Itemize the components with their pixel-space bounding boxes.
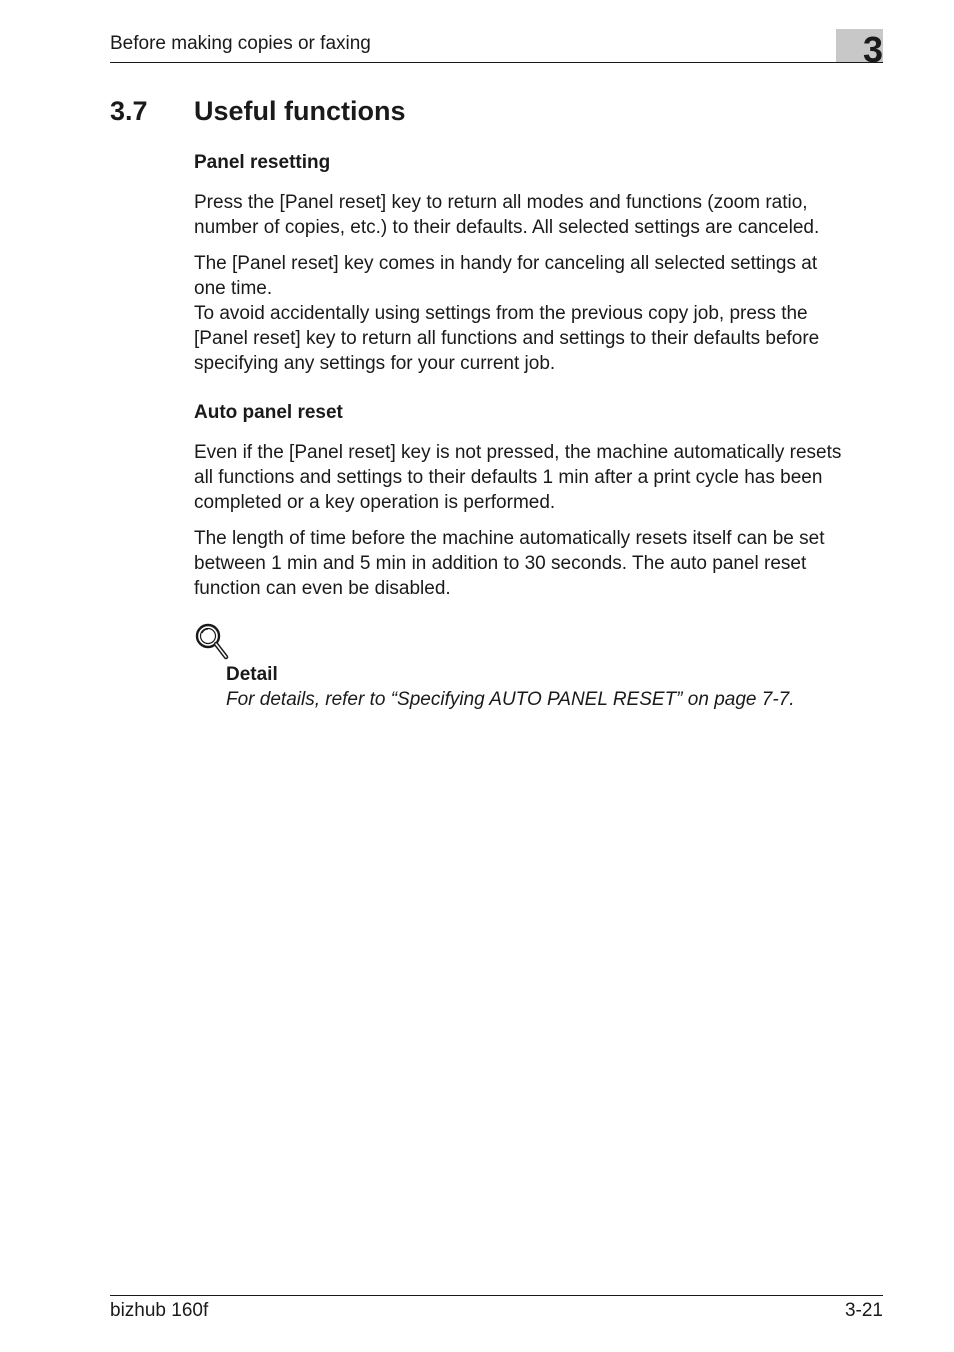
panel-resetting-heading: Panel resetting <box>194 152 331 173</box>
magnifier-icon <box>194 622 230 660</box>
footer-product-name: bizhub 160f <box>110 1300 209 1321</box>
running-header: Before making copies or faxing <box>110 33 371 54</box>
panel-resetting-paragraph-1 <box>194 190 886 240</box>
auto-panel-reset-heading: Auto panel reset <box>194 402 343 423</box>
text-line: between 1 min and 5 min in addition to 30 seconds. The auto panel reset <box>194 553 807 574</box>
chapter-tab <box>836 29 883 70</box>
section-number: 3.7 <box>110 96 148 126</box>
auto-panel-reset-paragraph-2 <box>194 526 886 601</box>
text-line: number of copies, etc.) to their defaults. All selected settings are canceled. <box>194 217 820 238</box>
detail-reference-text: For details, refer to “Specifying AUTO PANEL RESET” on page 7-7. <box>226 689 795 710</box>
detail-label: Detail <box>226 664 278 685</box>
text-line: function can even be disabled. <box>194 578 451 599</box>
text-line: The length of time before the machine automatically resets itself can be set <box>194 528 825 549</box>
text-line: Even if the [Panel reset] key is not pressed, the machine automatically resets <box>194 442 842 463</box>
text-line: one time. <box>194 278 273 299</box>
panel-resetting-paragraph-2 <box>194 251 886 376</box>
text-line: specifying any settings for your current job. <box>194 353 556 374</box>
footer-page-number: 3-21 <box>844 1300 883 1321</box>
text-line: [Panel reset] key to return all functions and settings to their defaults before <box>194 328 820 349</box>
text-line: all functions and settings to their defaults 1 min after a print cycle has been <box>194 467 823 488</box>
text-line: completed or a key operation is performed. <box>194 492 556 513</box>
auto-panel-reset-paragraph-1 <box>194 440 886 515</box>
text-line: Press the [Panel reset] key to return all modes and functions (zoom ratio, <box>194 192 808 213</box>
chapter-number: 3 <box>862 29 883 70</box>
text-line: To avoid accidentally using settings from the previous copy job, press the <box>194 303 808 324</box>
footer-divider <box>110 1295 883 1296</box>
header-divider <box>110 62 883 63</box>
text-line: The [Panel reset] key comes in handy for canceling all selected settings at <box>194 253 818 274</box>
section-title: Useful functions <box>194 96 406 126</box>
